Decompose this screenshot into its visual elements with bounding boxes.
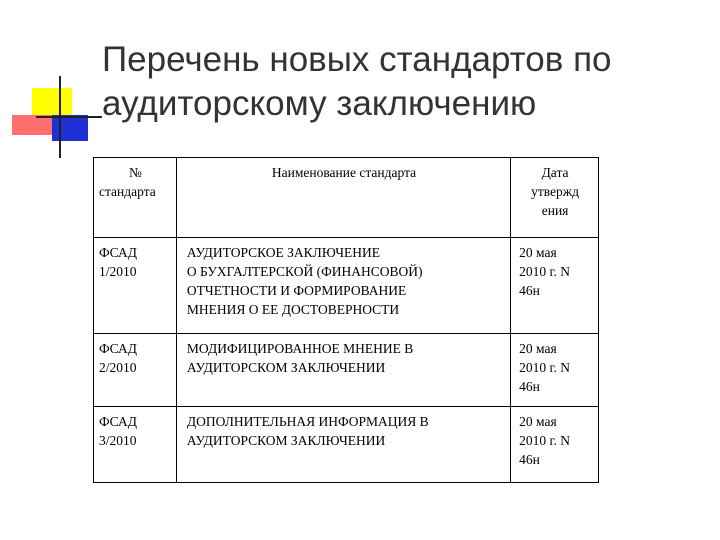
- header-approval-date: [511, 158, 599, 238]
- approval-date-line-1: 20 мая: [519, 245, 557, 260]
- approval-date-line-1: 20 мая: [519, 341, 557, 356]
- table-row: [94, 334, 599, 407]
- decor-horizontal-line: [36, 116, 102, 118]
- standard-name-line-1: МОДИФИЦИРОВАННОЕ МНЕНИЕ В: [186, 341, 414, 356]
- standard-code-line-2: 2/2010: [99, 360, 137, 375]
- approval-date-line-2: 2010 г. N: [519, 360, 571, 375]
- approval-date-line-3: 46н: [519, 379, 540, 394]
- standard-name-cell: [176, 334, 510, 407]
- standard-code-line-2: 1/2010: [99, 264, 137, 279]
- standard-code-cell: [94, 407, 177, 483]
- approval-date-cell: [511, 334, 599, 407]
- header-date-line-3: ения: [541, 203, 569, 218]
- approval-date-cell: [511, 407, 599, 483]
- standard-name-cell: [176, 407, 510, 483]
- slide-title-line-2: аудиторскому заключению: [102, 84, 537, 123]
- header-date-line-1: Дата: [541, 165, 569, 180]
- standard-name-line-2: О БУХГАЛТЕРСКОЙ (ФИНАНСОВОЙ): [186, 264, 423, 279]
- approval-date-line-2: 2010 г. N: [519, 433, 571, 448]
- slide-title: [102, 38, 702, 126]
- decor-blue-square: [52, 115, 88, 141]
- table-row: [94, 238, 599, 334]
- standard-code-line-1: ФСАД: [99, 341, 137, 356]
- approval-date-line-1: 20 мая: [519, 414, 557, 429]
- standard-code-line-2: 3/2010: [99, 433, 137, 448]
- standard-name-cell: [176, 238, 510, 334]
- standard-name-line-1: АУДИТОРСКОЕ ЗАКЛЮЧЕНИЕ: [186, 245, 380, 260]
- approval-date-line-3: 46н: [519, 283, 540, 298]
- approval-date-line-2: 2010 г. N: [519, 264, 571, 279]
- header-standard-name: Наименование стандарта: [176, 158, 510, 238]
- standard-name-line-2: АУДИТОРСКОМ ЗАКЛЮЧЕНИИ: [186, 360, 386, 375]
- header-number-word: стандарта: [99, 184, 156, 199]
- approval-date-line-3: 46н: [519, 452, 540, 467]
- standard-name-line-1: ДОПОЛНИТЕЛЬНАЯ ИНФОРМАЦИЯ В: [186, 414, 429, 429]
- table-row: [94, 407, 599, 483]
- standards-table: [93, 157, 599, 483]
- standard-code-line-1: ФСАД: [99, 414, 137, 429]
- standard-code-cell: [94, 238, 177, 334]
- standard-code-line-1: ФСАД: [99, 245, 137, 260]
- header-date-line-2: утвержд: [531, 184, 579, 199]
- header-number-sign: №: [129, 165, 142, 180]
- header-standard-number: [94, 158, 177, 238]
- standard-code-cell: [94, 334, 177, 407]
- standard-name-line-2: АУДИТОРСКОМ ЗАКЛЮЧЕНИИ: [186, 433, 386, 448]
- slide-title-line-1: Перечень новых стандартов по: [102, 40, 612, 79]
- approval-date-cell: [511, 238, 599, 334]
- table-header-row: [94, 158, 599, 238]
- standard-name-line-4: МНЕНИЯ О ЕЕ ДОСТОВЕРНОСТИ: [186, 302, 400, 317]
- standard-name-line-3: ОТЧЕТНОСТИ И ФОРМИРОВАНИЕ: [186, 283, 407, 298]
